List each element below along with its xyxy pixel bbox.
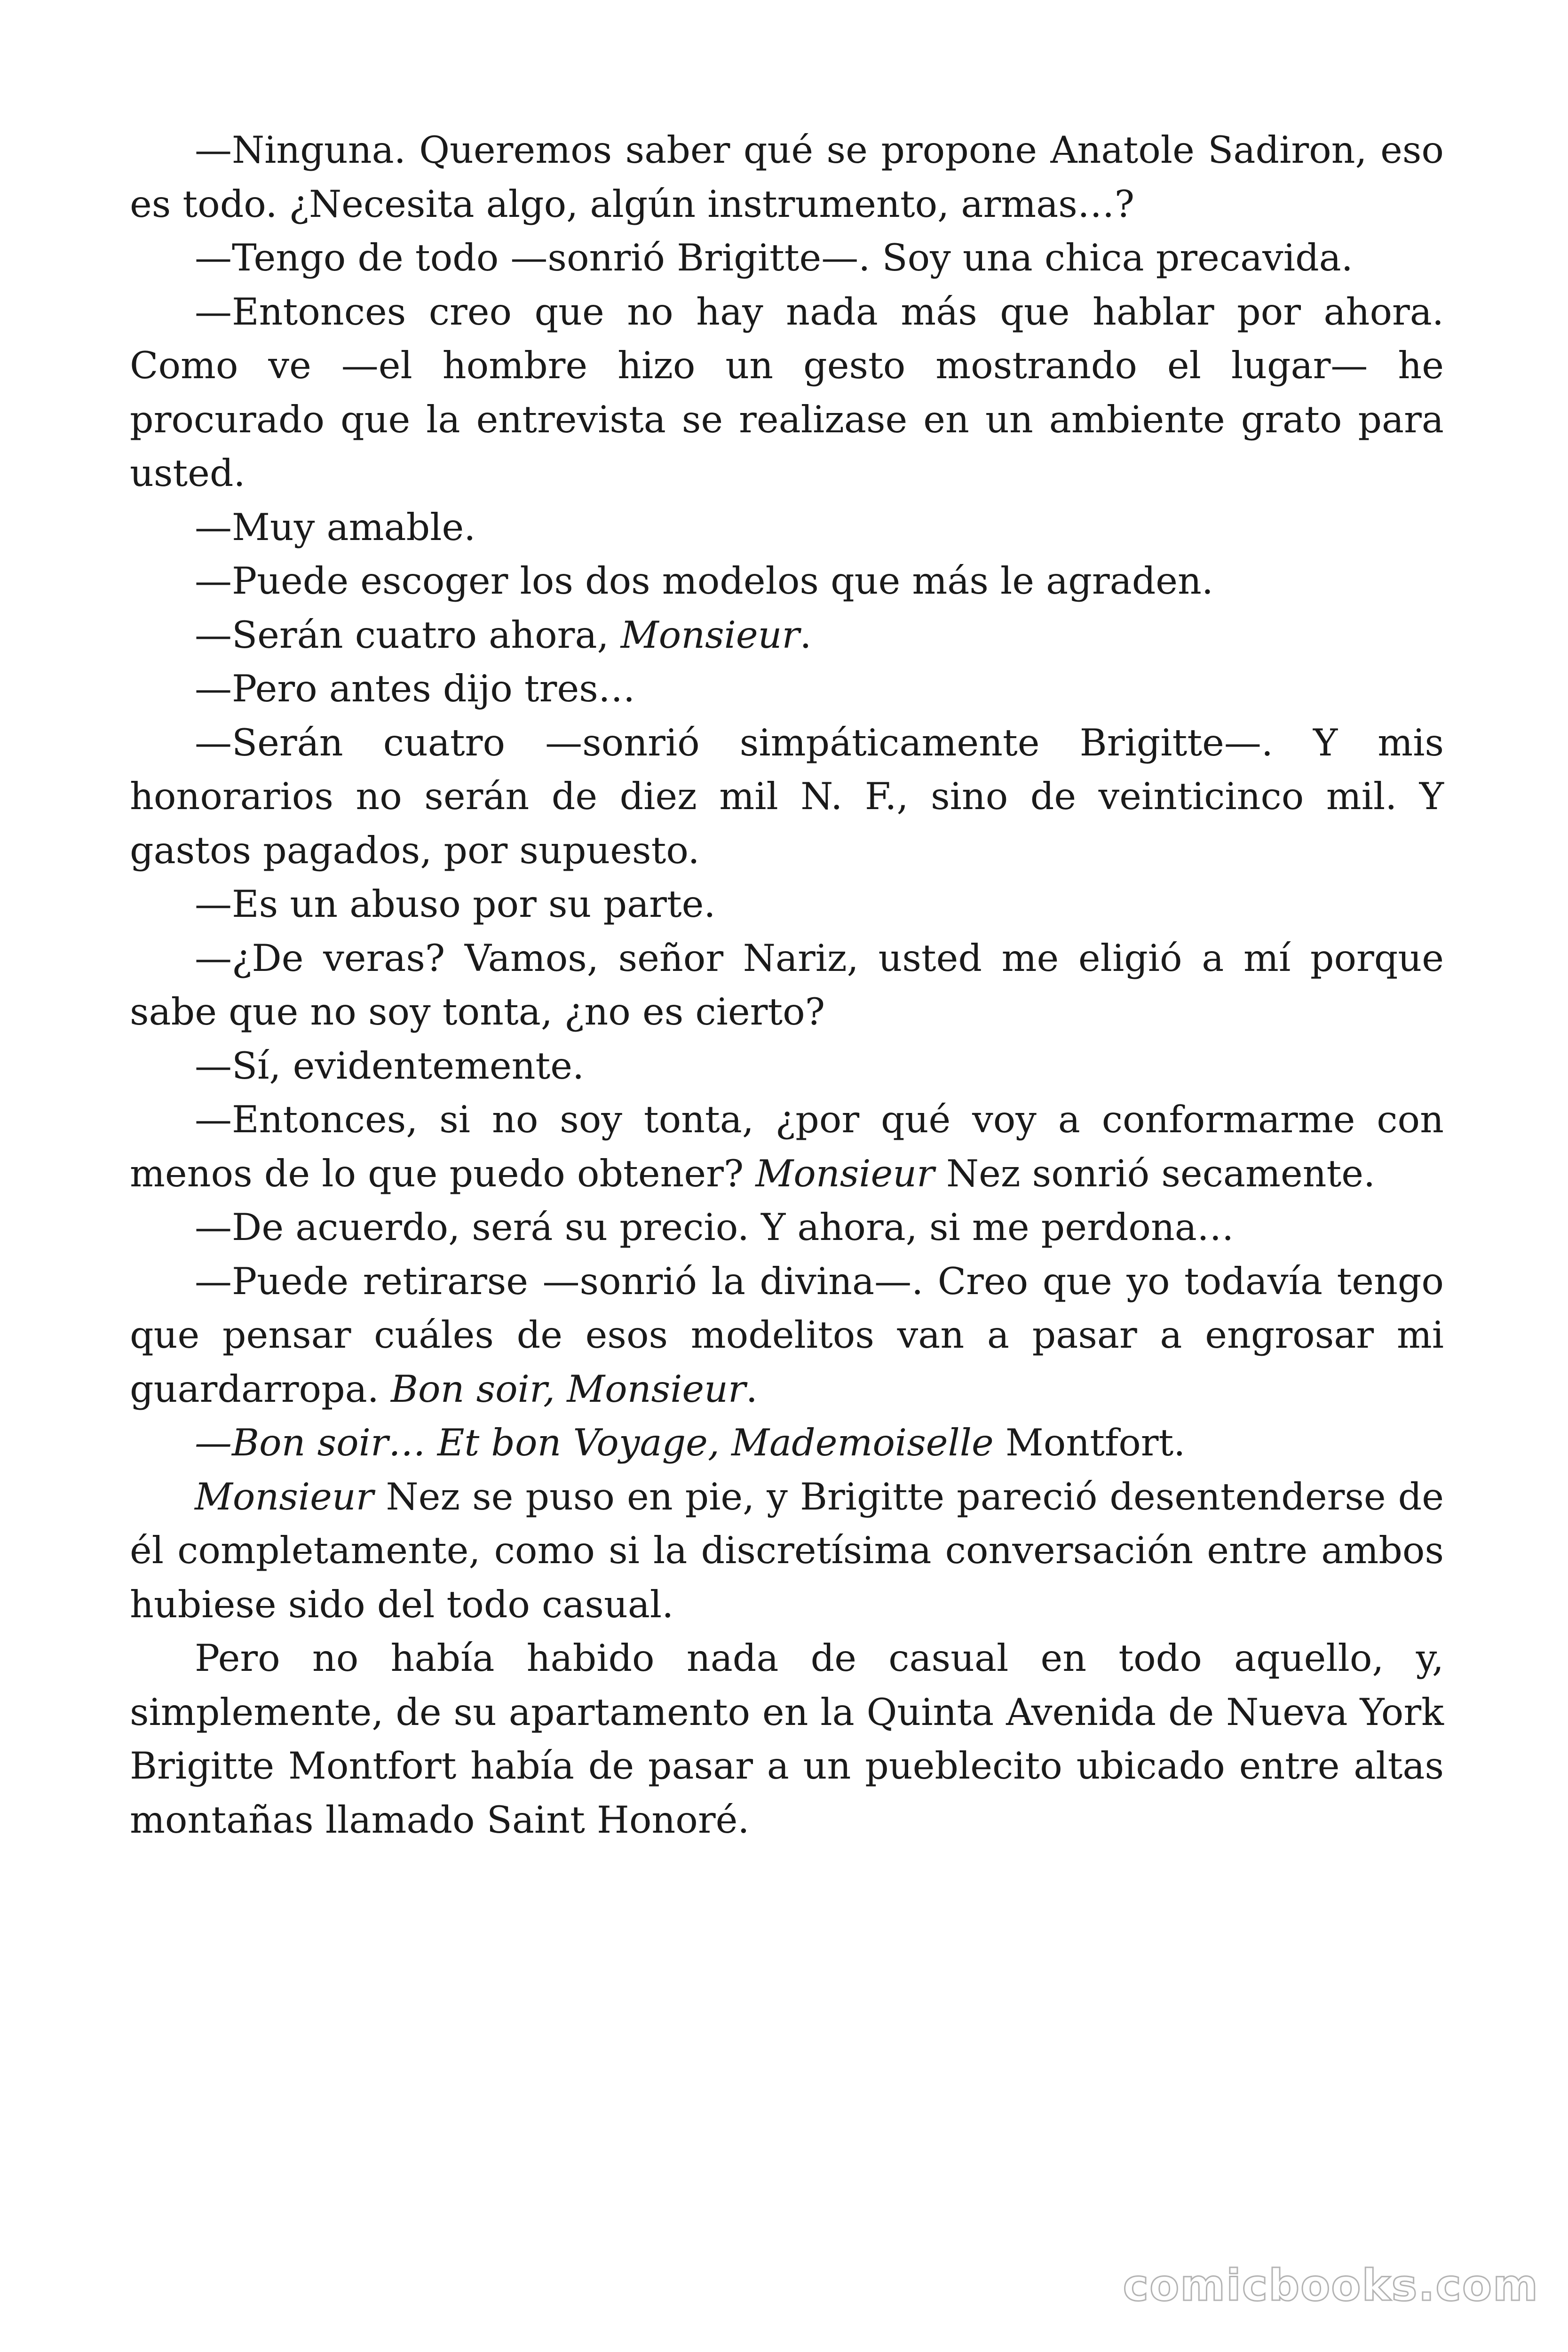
- paragraph: [130, 716, 1444, 878]
- watermark: comicbooks.com: [1123, 2260, 1539, 2311]
- paragraph: [130, 231, 1444, 285]
- text-run: Montfort.: [993, 1421, 1186, 1464]
- paragraph: [130, 1093, 1444, 1200]
- paragraph: [130, 1255, 1444, 1416]
- text-run: Pero no había habido nada de casual en todo aquello, y, simplemente, de su apartamento en la Quinta Avenida de Nueva York Brigitte Montfort había de pasar a un pueblecito ubicado entre altas montañas llamado Saint Honoré.: [130, 1637, 1444, 1842]
- text-run: —Muy amable.: [195, 505, 476, 549]
- text-run: —Puede retirarse —sonrió la divina—. Creo que yo todavía tengo que pensar cuáles de esos modelitos van a pasar a engrosar mi guardarropa.: [130, 1259, 1444, 1411]
- paragraph: [130, 1470, 1444, 1632]
- paragraph: [130, 608, 1444, 662]
- italic-text: Monsieur: [620, 613, 800, 657]
- paragraph: [130, 1631, 1444, 1847]
- text-run: —Entonces, si no soy tonta, ¿por qué voy a conformarme con menos de lo que puedo obtener?: [130, 1098, 1444, 1195]
- text-run: Nez se puso en pie, y Brigitte pareció desentenderse de él completamente, como si la discretísima conversación entre ambos hubiese sido del todo casual.: [130, 1475, 1444, 1626]
- italic-text: —Bon soir… Et bon Voyage, Mademoiselle: [195, 1421, 994, 1464]
- text-run: —Puede escoger los dos modelos que más le agraden.: [195, 559, 1214, 603]
- paragraph: [130, 1039, 1444, 1093]
- paragraph: [130, 554, 1444, 608]
- text-run: .: [745, 1367, 758, 1411]
- text-run: —Es un abuso por su parte.: [195, 882, 716, 926]
- paragraph: [130, 501, 1444, 555]
- italic-text: Bon soir, Monsieur: [390, 1367, 746, 1411]
- text-run: —Pero antes dijo tres…: [195, 667, 635, 710]
- text-run: —Entonces creo que no hay nada más que hablar por ahora. Como ve —el hombre hizo un gesto mostrando el lugar— he procurado que la entrevista se realizase en un ambiente grato para usted.: [130, 290, 1444, 495]
- text-run: Nez sonrió secamente.: [934, 1152, 1376, 1195]
- paragraph: [130, 662, 1444, 716]
- document-body: [130, 123, 1444, 1847]
- italic-text: Monsieur: [195, 1475, 374, 1518]
- text-run: —Ninguna. Queremos saber qué se propone Anatole Sadiron, eso es todo. ¿Necesita algo, algún instrumento, armas…?: [130, 128, 1444, 226]
- text-run: .: [800, 613, 812, 657]
- text-run: —Tengo de todo —sonrió Brigitte—. Soy una chica precavida.: [195, 236, 1353, 279]
- paragraph: [130, 1416, 1444, 1470]
- paragraph: [130, 1200, 1444, 1255]
- italic-text: Monsieur: [755, 1152, 934, 1195]
- paragraph: [130, 931, 1444, 1039]
- paragraph: [130, 285, 1444, 501]
- paragraph: [130, 877, 1444, 931]
- text-run: —Serán cuatro —sonrió simpáticamente Brigitte—. Y mis honorarios no serán de diez mil N. F., sino de veinticinco mil. Y gastos pagados, por supuesto.: [130, 721, 1444, 872]
- text-run: —¿De veras? Vamos, señor Nariz, usted me eligió a mí porque sabe que no soy tonta, ¿no es cierto?: [130, 936, 1444, 1033]
- text-run: —Serán cuatro ahora,: [195, 613, 621, 657]
- text-run: —Sí, evidentemente.: [195, 1044, 585, 1088]
- text-run: —De acuerdo, será su precio. Y ahora, si me perdona…: [195, 1206, 1234, 1249]
- paragraph: [130, 123, 1444, 231]
